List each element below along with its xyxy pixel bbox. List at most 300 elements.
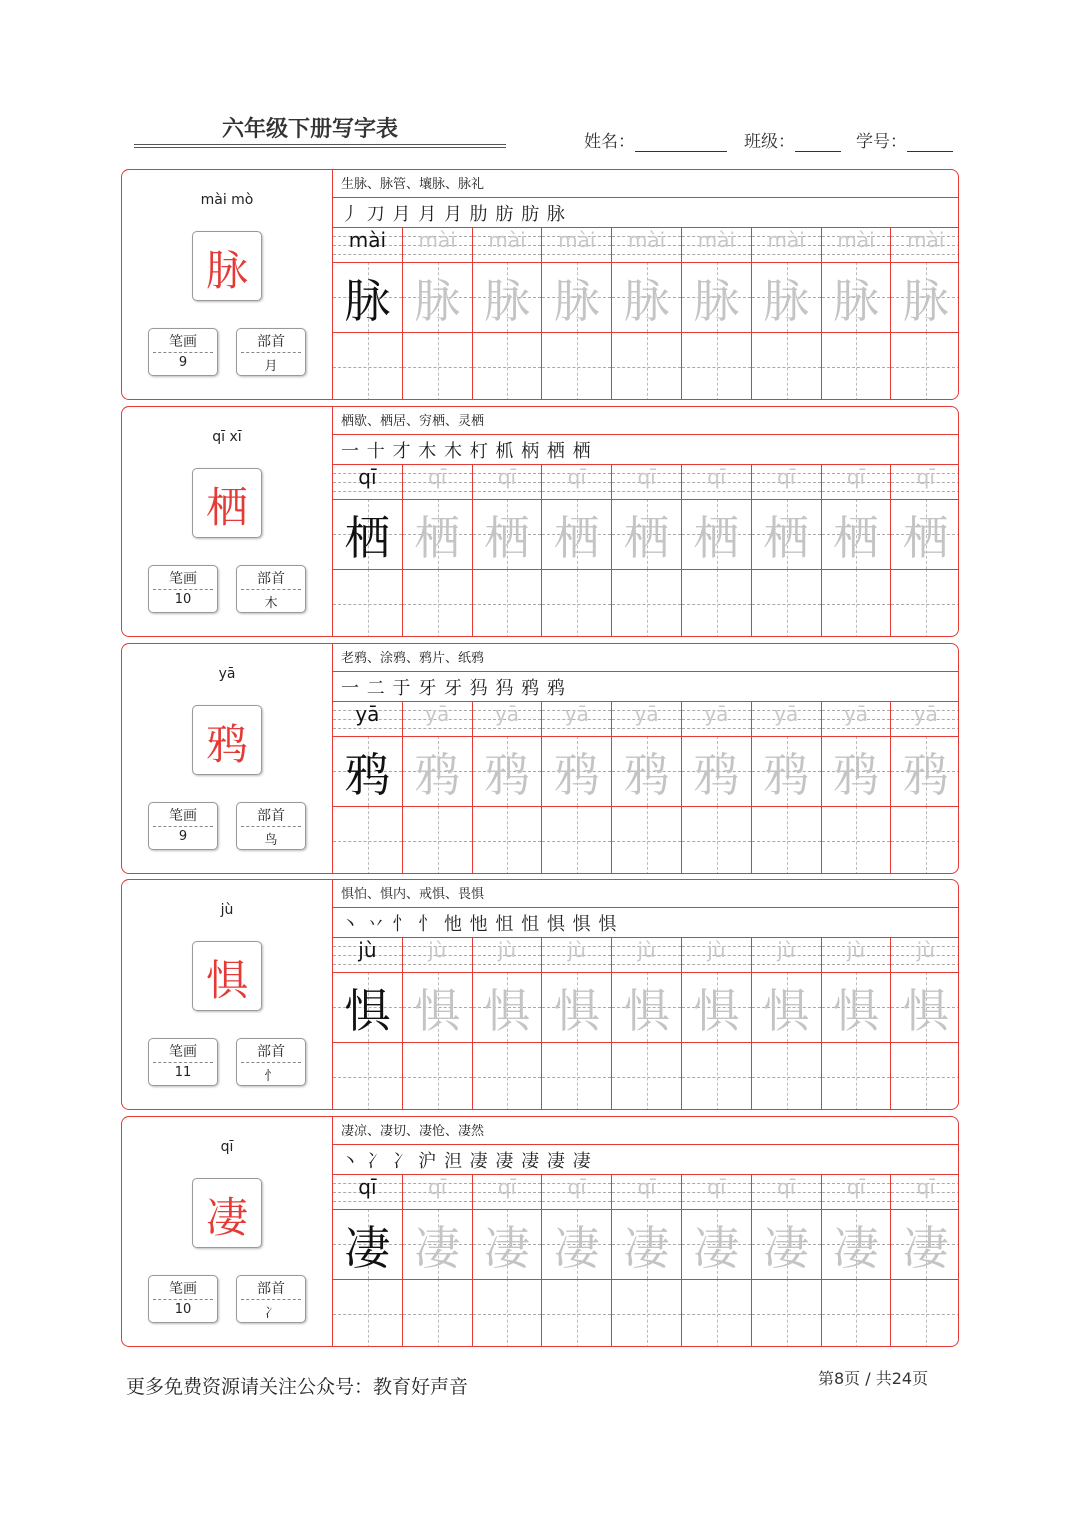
char-trace: 凄: [553, 1221, 600, 1275]
stroke-step: 才: [392, 441, 412, 462]
practice-cell[interactable]: [541, 972, 611, 1042]
pinyin-trace: qī: [497, 465, 517, 489]
practice-cell[interactable]: [611, 262, 681, 332]
row-divider: [332, 671, 958, 672]
guide-line: [822, 491, 891, 492]
guide-line: [647, 1042, 648, 1110]
practice-cell[interactable]: [821, 499, 891, 569]
pinyin-trace: jù: [567, 938, 586, 962]
practice-cell[interactable]: [541, 736, 611, 806]
pinyin-trace: jù: [637, 938, 656, 962]
stroke-count-label: 笔画: [169, 571, 197, 587]
practice-cell[interactable]: [751, 938, 821, 972]
practice-cell[interactable]: [402, 1042, 472, 1110]
practice-cell[interactable]: [890, 569, 959, 637]
practice-cell[interactable]: [751, 569, 821, 637]
practice-cell[interactable]: [332, 465, 402, 499]
practice-cell[interactable]: [541, 332, 611, 400]
practice-cell[interactable]: [541, 465, 611, 499]
radical-value: 忄: [264, 1069, 278, 1084]
guide-line: [891, 1201, 959, 1202]
practice-grid[interactable]: [332, 702, 959, 874]
char-trace: 栖: [553, 511, 600, 565]
pinyin-trace: yā: [564, 702, 589, 726]
pinyin-trace: qī: [497, 1175, 517, 1199]
practice-cell[interactable]: [890, 228, 959, 262]
stroke-step: 忄: [392, 914, 412, 935]
practice-cell[interactable]: [751, 262, 821, 332]
practice-cell[interactable]: [541, 938, 611, 972]
pinyin-trace: qī: [707, 1175, 726, 1199]
practice-cell[interactable]: [821, 569, 891, 637]
practice-cell[interactable]: [611, 1042, 681, 1110]
stroke-step: 冫: [392, 1151, 412, 1172]
char-trace: 栖: [483, 511, 530, 565]
stroke-step: 月: [418, 204, 438, 225]
stroke-step: 月: [443, 204, 463, 225]
char-display-box: [192, 1178, 262, 1248]
char-info-panel: [122, 1117, 333, 1346]
stat-divider: [241, 826, 301, 827]
practice-cell[interactable]: [402, 332, 472, 400]
practice-cell[interactable]: [890, 1209, 959, 1279]
guide-line: [507, 332, 508, 400]
practice-cell[interactable]: [611, 1175, 681, 1209]
practice-cell[interactable]: [332, 569, 402, 637]
char-model: 惧: [344, 984, 391, 1038]
practice-cell[interactable]: [611, 972, 681, 1042]
practice-cell[interactable]: [402, 806, 472, 874]
char-display-box: [192, 468, 262, 538]
practice-cell[interactable]: [472, 332, 542, 400]
practice-cell[interactable]: [751, 499, 821, 569]
practice-cell[interactable]: [472, 499, 542, 569]
practice-cell[interactable]: [541, 569, 611, 637]
pinyin-trace: mài: [907, 228, 945, 252]
practice-cell[interactable]: [402, 972, 472, 1042]
practice-cell[interactable]: [751, 1175, 821, 1209]
row-divider: [332, 434, 958, 435]
practice-cell[interactable]: [751, 1279, 821, 1347]
stroke-step: 惧: [572, 914, 592, 935]
guide-line: [473, 1201, 542, 1202]
name-field[interactable]: [584, 127, 727, 152]
practice-cell[interactable]: [681, 806, 751, 874]
stroke-step: 牙: [443, 678, 463, 699]
stroke-step: 朾: [469, 441, 489, 462]
char-info-panel: [122, 644, 333, 873]
practice-cell[interactable]: [681, 972, 751, 1042]
guide-line: [856, 1279, 857, 1347]
practice-cell[interactable]: [681, 228, 751, 262]
guide-line: [577, 1042, 578, 1110]
name-blank[interactable]: [635, 133, 727, 152]
practice-cell[interactable]: [890, 332, 959, 400]
practice-cell[interactable]: [751, 1042, 821, 1110]
guide-line: [856, 806, 857, 874]
practice-cell[interactable]: [681, 702, 751, 736]
page-indicator: 第8页 / 共24页: [818, 1369, 929, 1388]
guide-line: [891, 491, 959, 492]
guide-line: [682, 728, 751, 729]
practice-cell[interactable]: [821, 972, 891, 1042]
footer-promo: 更多免费资源请关注公众号：教育好声音: [126, 1376, 469, 1398]
practice-cell[interactable]: [332, 702, 402, 736]
practice-cell[interactable]: [751, 228, 821, 262]
radical-label: 部首: [257, 1281, 285, 1297]
id-label: 学号：: [856, 132, 907, 152]
guide-line: [473, 728, 542, 729]
stroke-step: 惧: [598, 914, 618, 935]
practice-cell[interactable]: [821, 332, 891, 400]
practice-cell[interactable]: [611, 1279, 681, 1347]
practice-cell[interactable]: [541, 499, 611, 569]
practice-cell[interactable]: [332, 1175, 402, 1209]
char-display: 鸦: [205, 720, 248, 769]
practice-cell[interactable]: [541, 702, 611, 736]
practice-cell[interactable]: [541, 1175, 611, 1209]
practice-cell[interactable]: [751, 972, 821, 1042]
practice-cell[interactable]: [681, 736, 751, 806]
stroke-step: 肋: [469, 204, 489, 225]
example-words: 凄凉、凄切、凄怆、凄然: [341, 1124, 485, 1139]
practice-cell[interactable]: [402, 499, 472, 569]
practice-cell[interactable]: [611, 332, 681, 400]
practice-cell[interactable]: [332, 1042, 402, 1110]
stat-divider: [241, 352, 301, 353]
page-title: 六年级下册写字表: [222, 117, 399, 142]
practice-cell[interactable]: [332, 262, 402, 332]
practice-cell[interactable]: [332, 499, 402, 569]
stroke-count-box: [148, 565, 218, 613]
practice-cell[interactable]: [890, 262, 959, 332]
pinyin-trace: qī: [846, 465, 866, 489]
practice-cell[interactable]: [611, 1209, 681, 1279]
pinyin-trace: mài: [837, 228, 875, 252]
stroke-step: 忚: [469, 914, 489, 935]
practice-cell[interactable]: [332, 228, 402, 262]
stroke-step: 柄: [521, 441, 541, 462]
radical-value: 鸟: [264, 833, 278, 848]
practice-cell[interactable]: [751, 332, 821, 400]
pinyin-trace: qī: [916, 465, 935, 489]
char-display-box: [192, 705, 262, 775]
char-trace: 栖: [832, 511, 879, 565]
practice-cell[interactable]: [611, 938, 681, 972]
pinyin-trace: jù: [916, 938, 935, 962]
example-words: 惧怕、惧内、戒惧、畏惧: [341, 887, 485, 902]
guide-line: [647, 569, 648, 637]
practice-cell[interactable]: [681, 1209, 751, 1279]
practice-cell[interactable]: [332, 332, 402, 400]
stroke-step: 丷: [366, 914, 386, 935]
stroke-step: 木: [418, 441, 438, 462]
row-divider: [332, 907, 958, 908]
guide-line: [856, 332, 857, 400]
char-card: [121, 1116, 959, 1347]
pinyin-model: mài: [348, 228, 387, 252]
pinyin-trace: qī: [637, 465, 656, 489]
practice-cell[interactable]: [681, 332, 751, 400]
guide-line: [682, 491, 751, 492]
practice-cell[interactable]: [402, 465, 472, 499]
practice-cell[interactable]: [890, 1175, 959, 1209]
practice-cell[interactable]: [821, 262, 891, 332]
stroke-count-box: [148, 328, 218, 376]
practice-cell[interactable]: [821, 465, 891, 499]
practice-cell[interactable]: [332, 806, 402, 874]
char-trace: 栖: [414, 511, 461, 565]
char-trace: 脉: [832, 274, 879, 328]
practice-cell[interactable]: [472, 1042, 542, 1110]
pinyin-trace: qī: [777, 1175, 796, 1199]
stroke-step: 栖: [546, 441, 566, 462]
stat-divider: [153, 1299, 213, 1300]
guide-line: [752, 964, 821, 965]
practice-cell[interactable]: [402, 1279, 472, 1347]
practice-cell[interactable]: [541, 1042, 611, 1110]
practice-cell[interactable]: [751, 465, 821, 499]
guide-line: [612, 964, 681, 965]
char-info-panel: [122, 407, 333, 636]
char-model: 凄: [344, 1221, 391, 1275]
practice-cell[interactable]: [402, 938, 472, 972]
practice-cell[interactable]: [541, 1209, 611, 1279]
practice-cell[interactable]: [332, 736, 402, 806]
guide-line: [891, 728, 959, 729]
pinyin-model: yā: [355, 702, 380, 726]
practice-cell[interactable]: [821, 228, 891, 262]
char-model: 脉: [344, 274, 391, 328]
guide-line: [856, 569, 857, 637]
guide-line: [368, 1042, 369, 1110]
practice-cell[interactable]: [402, 702, 472, 736]
practice-cell[interactable]: [681, 938, 751, 972]
char-trace: 脉: [623, 274, 670, 328]
practice-cell[interactable]: [681, 569, 751, 637]
radical-value: 冫: [264, 1306, 278, 1321]
stroke-order-row: [341, 910, 617, 936]
practice-cell[interactable]: [472, 228, 542, 262]
practice-cell[interactable]: [681, 499, 751, 569]
radical-label: 部首: [257, 334, 285, 350]
char-model: 鸦: [344, 748, 391, 802]
char-trace: 鸦: [553, 748, 600, 802]
stroke-order-row: [341, 437, 592, 463]
practice-cell[interactable]: [332, 972, 402, 1042]
practice-cell[interactable]: [821, 1175, 891, 1209]
practice-cell[interactable]: [681, 262, 751, 332]
practice-cell[interactable]: [541, 228, 611, 262]
char-trace: 凄: [832, 1221, 879, 1275]
pinyin-trace: yā: [494, 702, 520, 726]
guide-line: [717, 806, 718, 874]
char-trace: 脉: [414, 274, 461, 328]
practice-cell[interactable]: [681, 1279, 751, 1347]
pinyin-trace: yā: [634, 702, 659, 726]
practice-cell[interactable]: [611, 736, 681, 806]
practice-cell[interactable]: [681, 465, 751, 499]
practice-cell[interactable]: [472, 806, 542, 874]
practice-cell[interactable]: [472, 1209, 542, 1279]
pinyin-trace: mài: [488, 228, 526, 252]
char-pinyin: mài mò: [200, 192, 254, 208]
practice-cell[interactable]: [472, 736, 542, 806]
stroke-step: 丿: [341, 204, 360, 225]
practice-cell[interactable]: [890, 938, 959, 972]
id-field[interactable]: [856, 127, 953, 152]
stroke-step: 怚: [521, 914, 541, 935]
practice-cell[interactable]: [611, 702, 681, 736]
practice-cell[interactable]: [402, 569, 472, 637]
guide-line: [682, 1201, 751, 1202]
practice-cell[interactable]: [751, 702, 821, 736]
practice-cell[interactable]: [472, 1279, 542, 1347]
guide-line: [542, 728, 611, 729]
char-display: 脉: [205, 246, 248, 295]
practice-cell[interactable]: [821, 1279, 891, 1347]
practice-grid[interactable]: [332, 228, 959, 400]
pinyin-trace: qī: [846, 1175, 866, 1199]
practice-cell[interactable]: [402, 1175, 472, 1209]
guide-line: [717, 1042, 718, 1110]
pinyin-trace: qī: [916, 1175, 935, 1199]
stroke-count-value: 9: [178, 355, 188, 370]
practice-cell[interactable]: [472, 262, 542, 332]
practice-grid[interactable]: [332, 465, 959, 637]
practice-cell[interactable]: [541, 806, 611, 874]
practice-cell[interactable]: [821, 702, 891, 736]
stroke-step: 月: [392, 204, 412, 225]
practice-cell[interactable]: [402, 1209, 472, 1279]
guide-line: [473, 964, 542, 965]
practice-grid[interactable]: [332, 1175, 959, 1347]
practice-cell[interactable]: [541, 262, 611, 332]
practice-cell[interactable]: [472, 1175, 542, 1209]
practice-cell[interactable]: [472, 465, 542, 499]
guide-line: [507, 1279, 508, 1347]
stroke-step: 凄: [469, 1151, 489, 1172]
stroke-step: 枛: [495, 441, 515, 462]
practice-cell[interactable]: [821, 938, 891, 972]
stroke-step: 鸦: [546, 678, 566, 699]
practice-cell[interactable]: [821, 736, 891, 806]
practice-grid[interactable]: [332, 938, 959, 1110]
stroke-step: 一: [341, 678, 360, 699]
practice-cell[interactable]: [890, 499, 959, 569]
stroke-order-row: [341, 1147, 592, 1173]
practice-cell[interactable]: [402, 228, 472, 262]
practice-cell[interactable]: [472, 569, 542, 637]
stroke-step: 沪: [418, 1151, 438, 1172]
guide-line: [438, 1042, 439, 1110]
char-display: 惧: [205, 956, 248, 1005]
practice-cell[interactable]: [611, 499, 681, 569]
practice-cell[interactable]: [890, 806, 959, 874]
practice-cell[interactable]: [332, 938, 402, 972]
practice-cell[interactable]: [611, 465, 681, 499]
practice-cell[interactable]: [402, 736, 472, 806]
id-blank[interactable]: [907, 133, 953, 152]
stat-divider: [241, 1062, 301, 1063]
pinyin-model: qī: [358, 1175, 377, 1199]
pinyin-trace: qī: [637, 1175, 656, 1199]
practice-cell[interactable]: [472, 702, 542, 736]
char-display: 凄: [205, 1193, 248, 1242]
radical-label: 部首: [257, 808, 285, 824]
guide-line: [507, 1042, 508, 1110]
char-card: [121, 406, 959, 637]
guide-line: [403, 254, 472, 255]
stroke-order-row: [341, 674, 566, 700]
char-pinyin: jù: [220, 902, 234, 918]
pinyin-model: jù: [358, 938, 377, 962]
practice-cell[interactable]: [611, 228, 681, 262]
practice-cell[interactable]: [821, 1042, 891, 1110]
radical-box: [236, 328, 306, 376]
practice-cell[interactable]: [611, 806, 681, 874]
stroke-step: 肪: [495, 204, 515, 225]
class-field[interactable]: [744, 127, 841, 152]
guide-line: [403, 728, 472, 729]
stroke-step: 惧: [546, 914, 566, 935]
practice-cell[interactable]: [890, 1279, 959, 1347]
practice-cell[interactable]: [541, 1279, 611, 1347]
practice-cell[interactable]: [611, 569, 681, 637]
practice-cell[interactable]: [751, 1209, 821, 1279]
practice-cell[interactable]: [751, 806, 821, 874]
pinyin-trace: qī: [428, 465, 447, 489]
char-trace: 惧: [693, 984, 740, 1038]
example-words: 栖歇、栖居、穷栖、灵栖: [341, 414, 485, 429]
stroke-count-value: 10: [174, 1302, 192, 1317]
stroke-step: 脉: [546, 204, 566, 225]
practice-cell[interactable]: [472, 938, 542, 972]
class-blank[interactable]: [795, 133, 841, 152]
guide-line: [717, 1279, 718, 1347]
practice-cell[interactable]: [751, 736, 821, 806]
guide-line: [542, 491, 611, 492]
practice-cell[interactable]: [890, 465, 959, 499]
char-trace: 惧: [414, 984, 461, 1038]
practice-cell[interactable]: [472, 972, 542, 1042]
practice-cell[interactable]: [332, 1209, 402, 1279]
practice-cell[interactable]: [681, 1042, 751, 1110]
pinyin-trace: jù: [777, 938, 796, 962]
practice-cell[interactable]: [402, 262, 472, 332]
practice-cell[interactable]: [821, 1209, 891, 1279]
guide-line: [333, 728, 402, 729]
practice-cell[interactable]: [821, 806, 891, 874]
guide-line: [822, 254, 891, 255]
row-divider: [332, 197, 958, 198]
stroke-step: 怚: [495, 914, 515, 935]
char-trace: 鸦: [693, 748, 740, 802]
practice-cell[interactable]: [681, 1175, 751, 1209]
practice-cell[interactable]: [332, 1279, 402, 1347]
practice-cell[interactable]: [890, 1042, 959, 1110]
radical-value: 月: [264, 359, 278, 374]
practice-cell[interactable]: [890, 736, 959, 806]
char-pinyin: qī: [220, 1139, 234, 1155]
char-trace: 脉: [483, 274, 530, 328]
practice-cell[interactable]: [890, 972, 959, 1042]
pinyin-trace: qī: [707, 465, 726, 489]
pinyin-trace: mài: [418, 228, 456, 252]
guide-line: [926, 1042, 927, 1110]
practice-cell[interactable]: [890, 702, 959, 736]
guide-line: [647, 806, 648, 874]
